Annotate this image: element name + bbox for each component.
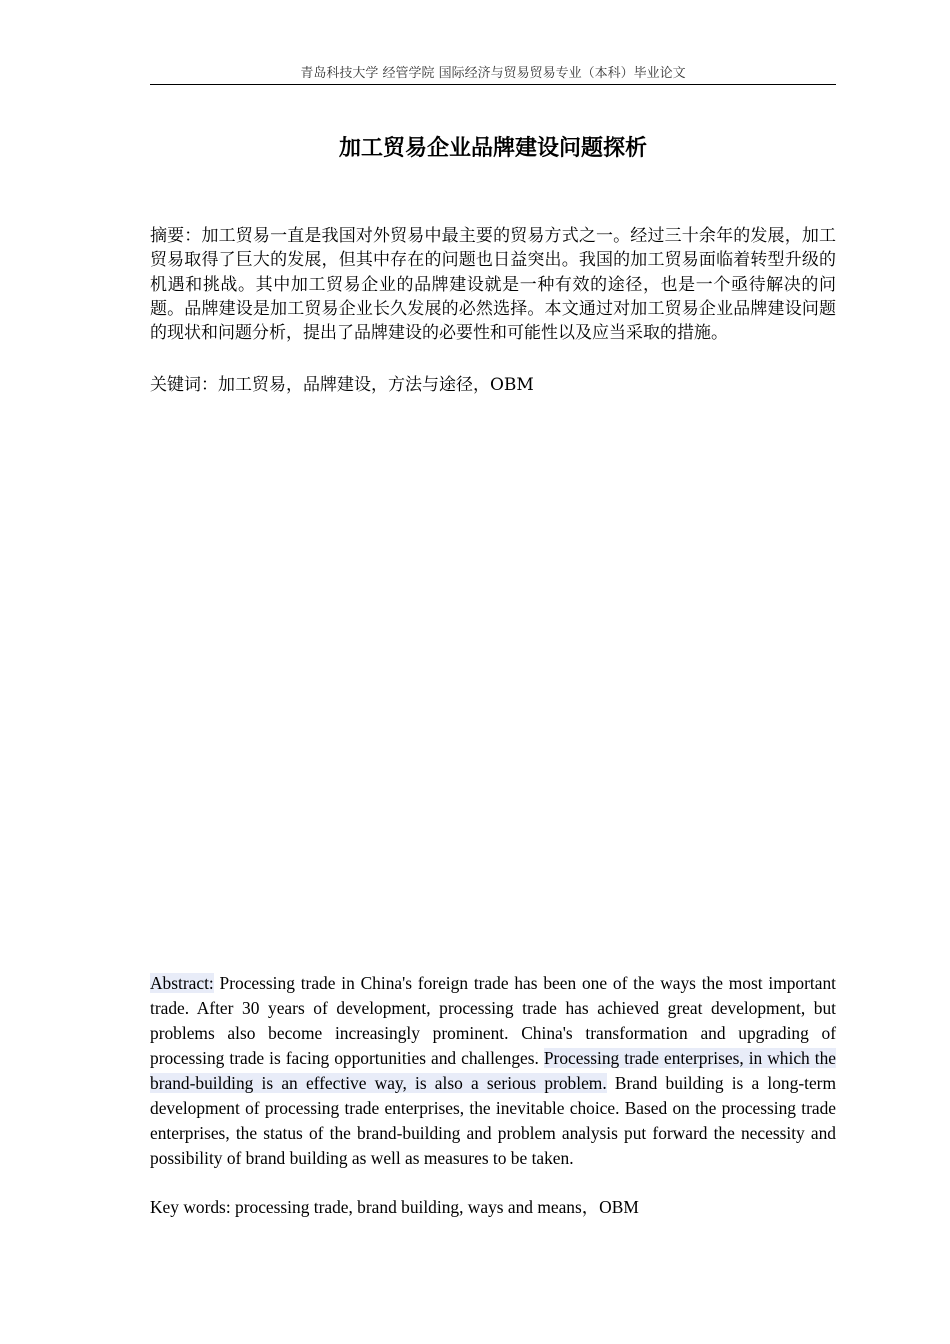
document-title: 加工贸易企业品牌建设问题探析 [338,136,647,161]
abstract-label: Abstract: [150,973,214,993]
abstract-highlighted-sentence: Processing trade enterprises, in which the brand-building is an effective way, is also a serious problem. [150,1048,837,1093]
header-rule [150,84,836,85]
english-keywords: Key words: processing trade, brand building, ways and means，OBM [150,1197,639,1217]
running-header: 青岛科技大学 经管学院 国际经济与贸易贸易专业（本科）毕业论文 [300,66,686,81]
chinese-abstract: 摘要：加工贸易一直是我国对外贸易中最主要的贸易方式之一。经过三十余年的发展，加工贸易取得了巨大的发展，但其中存在的问题也日益突出。我国的加工贸易面临着转型升级的机遇和挑战。其中加工贸易企业的品牌建设就是一种有效的途径，也是一个亟待解决的问题。品牌建设是加工贸易企业长久发展的必然选择。本文通过对加工贸易企业品牌建设问题的现状和问题分析，提出了品牌建设的必要性和可能性以及应当采取的措施。 [150,226,836,344]
abstract-text-part1: Processing trade in China's foreign trade has been one of the ways the most important trade. After 30 years of development, processing trade has achieved great development, but problems also become increasingly prominent. China's transformation and upgrading of processing trade is facing opportunities and challenges. [150,973,836,1068]
abstract-text-part2: Brand building is a long-term development of processing trade enterprises, the inevitable choice. Based on the processing trade enterprises, the status of the brand-building and problem analysis put forward the necessity and possibility of brand building as well as measures to be taken. [150,1073,836,1168]
chinese-keywords: 关键词：加工贸易，品牌建设，方法与途径，OBM [150,375,534,395]
english-abstract [150,971,836,1171]
